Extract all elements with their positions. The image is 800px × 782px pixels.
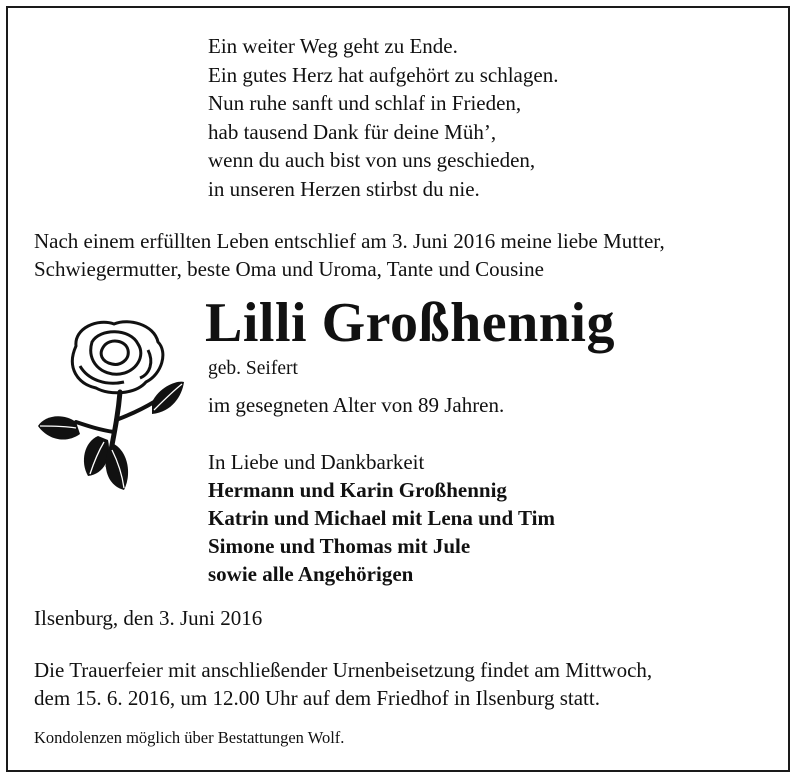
intro-line: Nach einem erfüllten Leben entschlief am 3. Juni 2016 meine liebe Mutter,: [34, 229, 665, 253]
rose-icon: [36, 316, 186, 496]
poem-line: wenn du auch bist von uns geschieden,: [208, 148, 536, 172]
mourners-lead: In Liebe und Dankbarkeit: [208, 450, 425, 474]
mourner-line: Simone und Thomas mit Jule: [208, 534, 471, 558]
poem: [208, 32, 558, 203]
poem-line: Ein weiter Weg geht zu Ende.: [208, 34, 458, 58]
mourners-block: [208, 448, 555, 588]
service-line: dem 15. 6. 2016, um 12.00 Uhr auf dem Friedhof in Ilsenburg statt.: [34, 686, 600, 710]
service-line: Die Trauerfeier mit anschließender Urnenbeisetzung findet am Mittwoch,: [34, 658, 653, 682]
intro-text: [34, 227, 665, 283]
poem-line: in unseren Herzen stirbst du nie.: [208, 176, 480, 201]
intro-line: Schwiegermutter, beste Oma und Uroma, Tante und Cousine: [34, 257, 544, 281]
place-date: Ilsenburg, den 3. Juni 2016: [34, 606, 263, 630]
mourner-line: Katrin und Michael mit Lena und Tim: [208, 506, 555, 530]
age-line: im gesegneten Alter von 89 Jahren.: [208, 393, 505, 417]
poem-line: hab tausend Dank für deine Müh’,: [208, 119, 497, 144]
poem-line: Ein gutes Herz hat aufgehört zu schlagen.: [208, 62, 559, 87]
mourner-line: Hermann und Karin Großhennig: [208, 478, 507, 502]
mourner-line: sowie alle Angehörigen: [208, 562, 414, 586]
service-info: [34, 656, 652, 712]
deceased-name: Lilli Großhennig: [205, 292, 615, 354]
condolence-note: Kondolenzen möglich über Bestattungen Wolf.: [34, 728, 345, 747]
poem-line: Nun ruhe sanft und schlaf in Frieden,: [208, 91, 522, 115]
birth-name: geb. Seifert: [208, 358, 298, 379]
